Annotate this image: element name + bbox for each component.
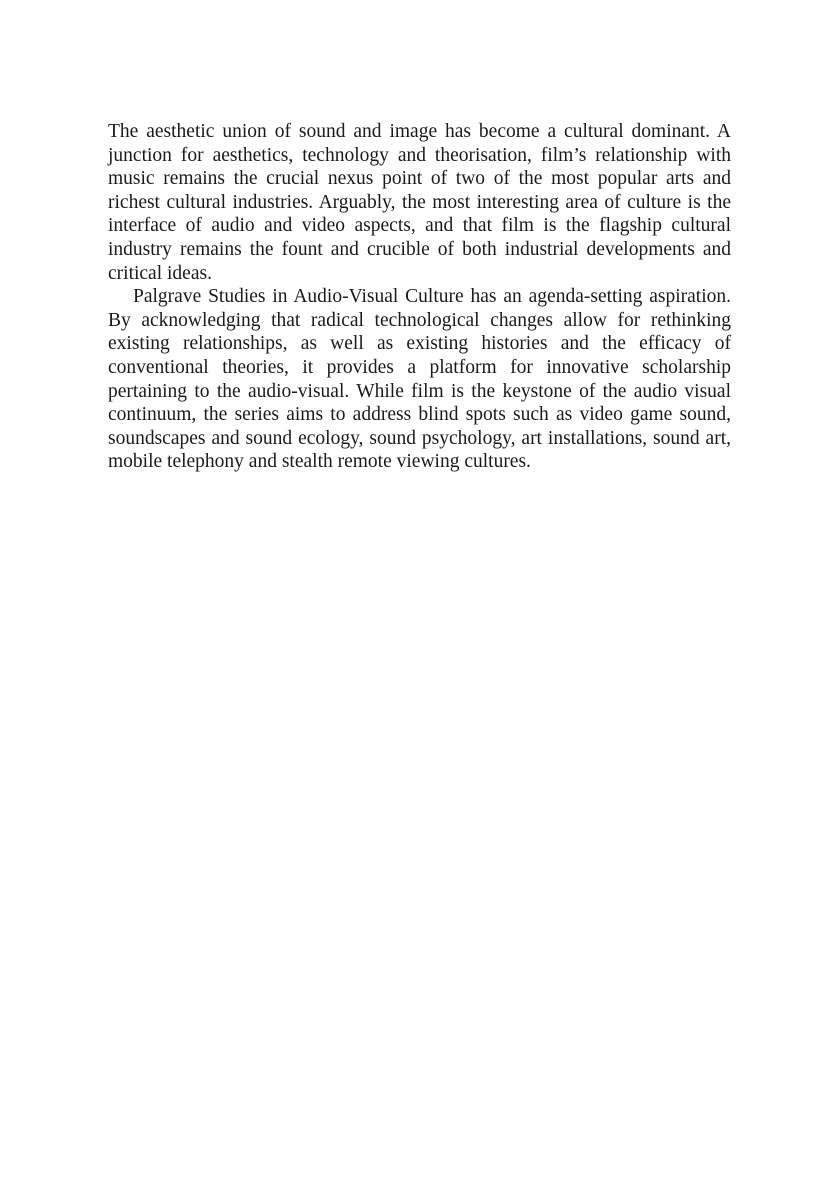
series-description bbox=[108, 120, 731, 474]
series-aims-paragraph: Palgrave Studies in Audio-Visual Culture has an agenda-setting aspiration. By acknowledging that radical technological changes allow for rethinking existing relationships, as well as existing histories and the efficacy of conventional theories, it provides a platform for innovative scholarship pertaining to the audio-visual. While film is the keystone of the audio visual continuum, the series aims to address blind spots such as video game sound, soundscapes and sound ecology, sound psychology, art installations, sound art, mobile telephony and stealth remote viewing cultures. bbox=[108, 286, 731, 473]
intro-paragraph: The aesthetic union of sound and image has become a cultural dominant. A junction for aesthetics, technology and theorisation, film’s relationship with music remains the crucial nexus point of two of the most popular arts and richest cultural industries. Arguably, the most interesting area of culture is the interface of audio and video aspects, and that film is the flagship cultural industry remains the fount and crucible of both industrial developments and critical ideas. bbox=[108, 121, 731, 284]
